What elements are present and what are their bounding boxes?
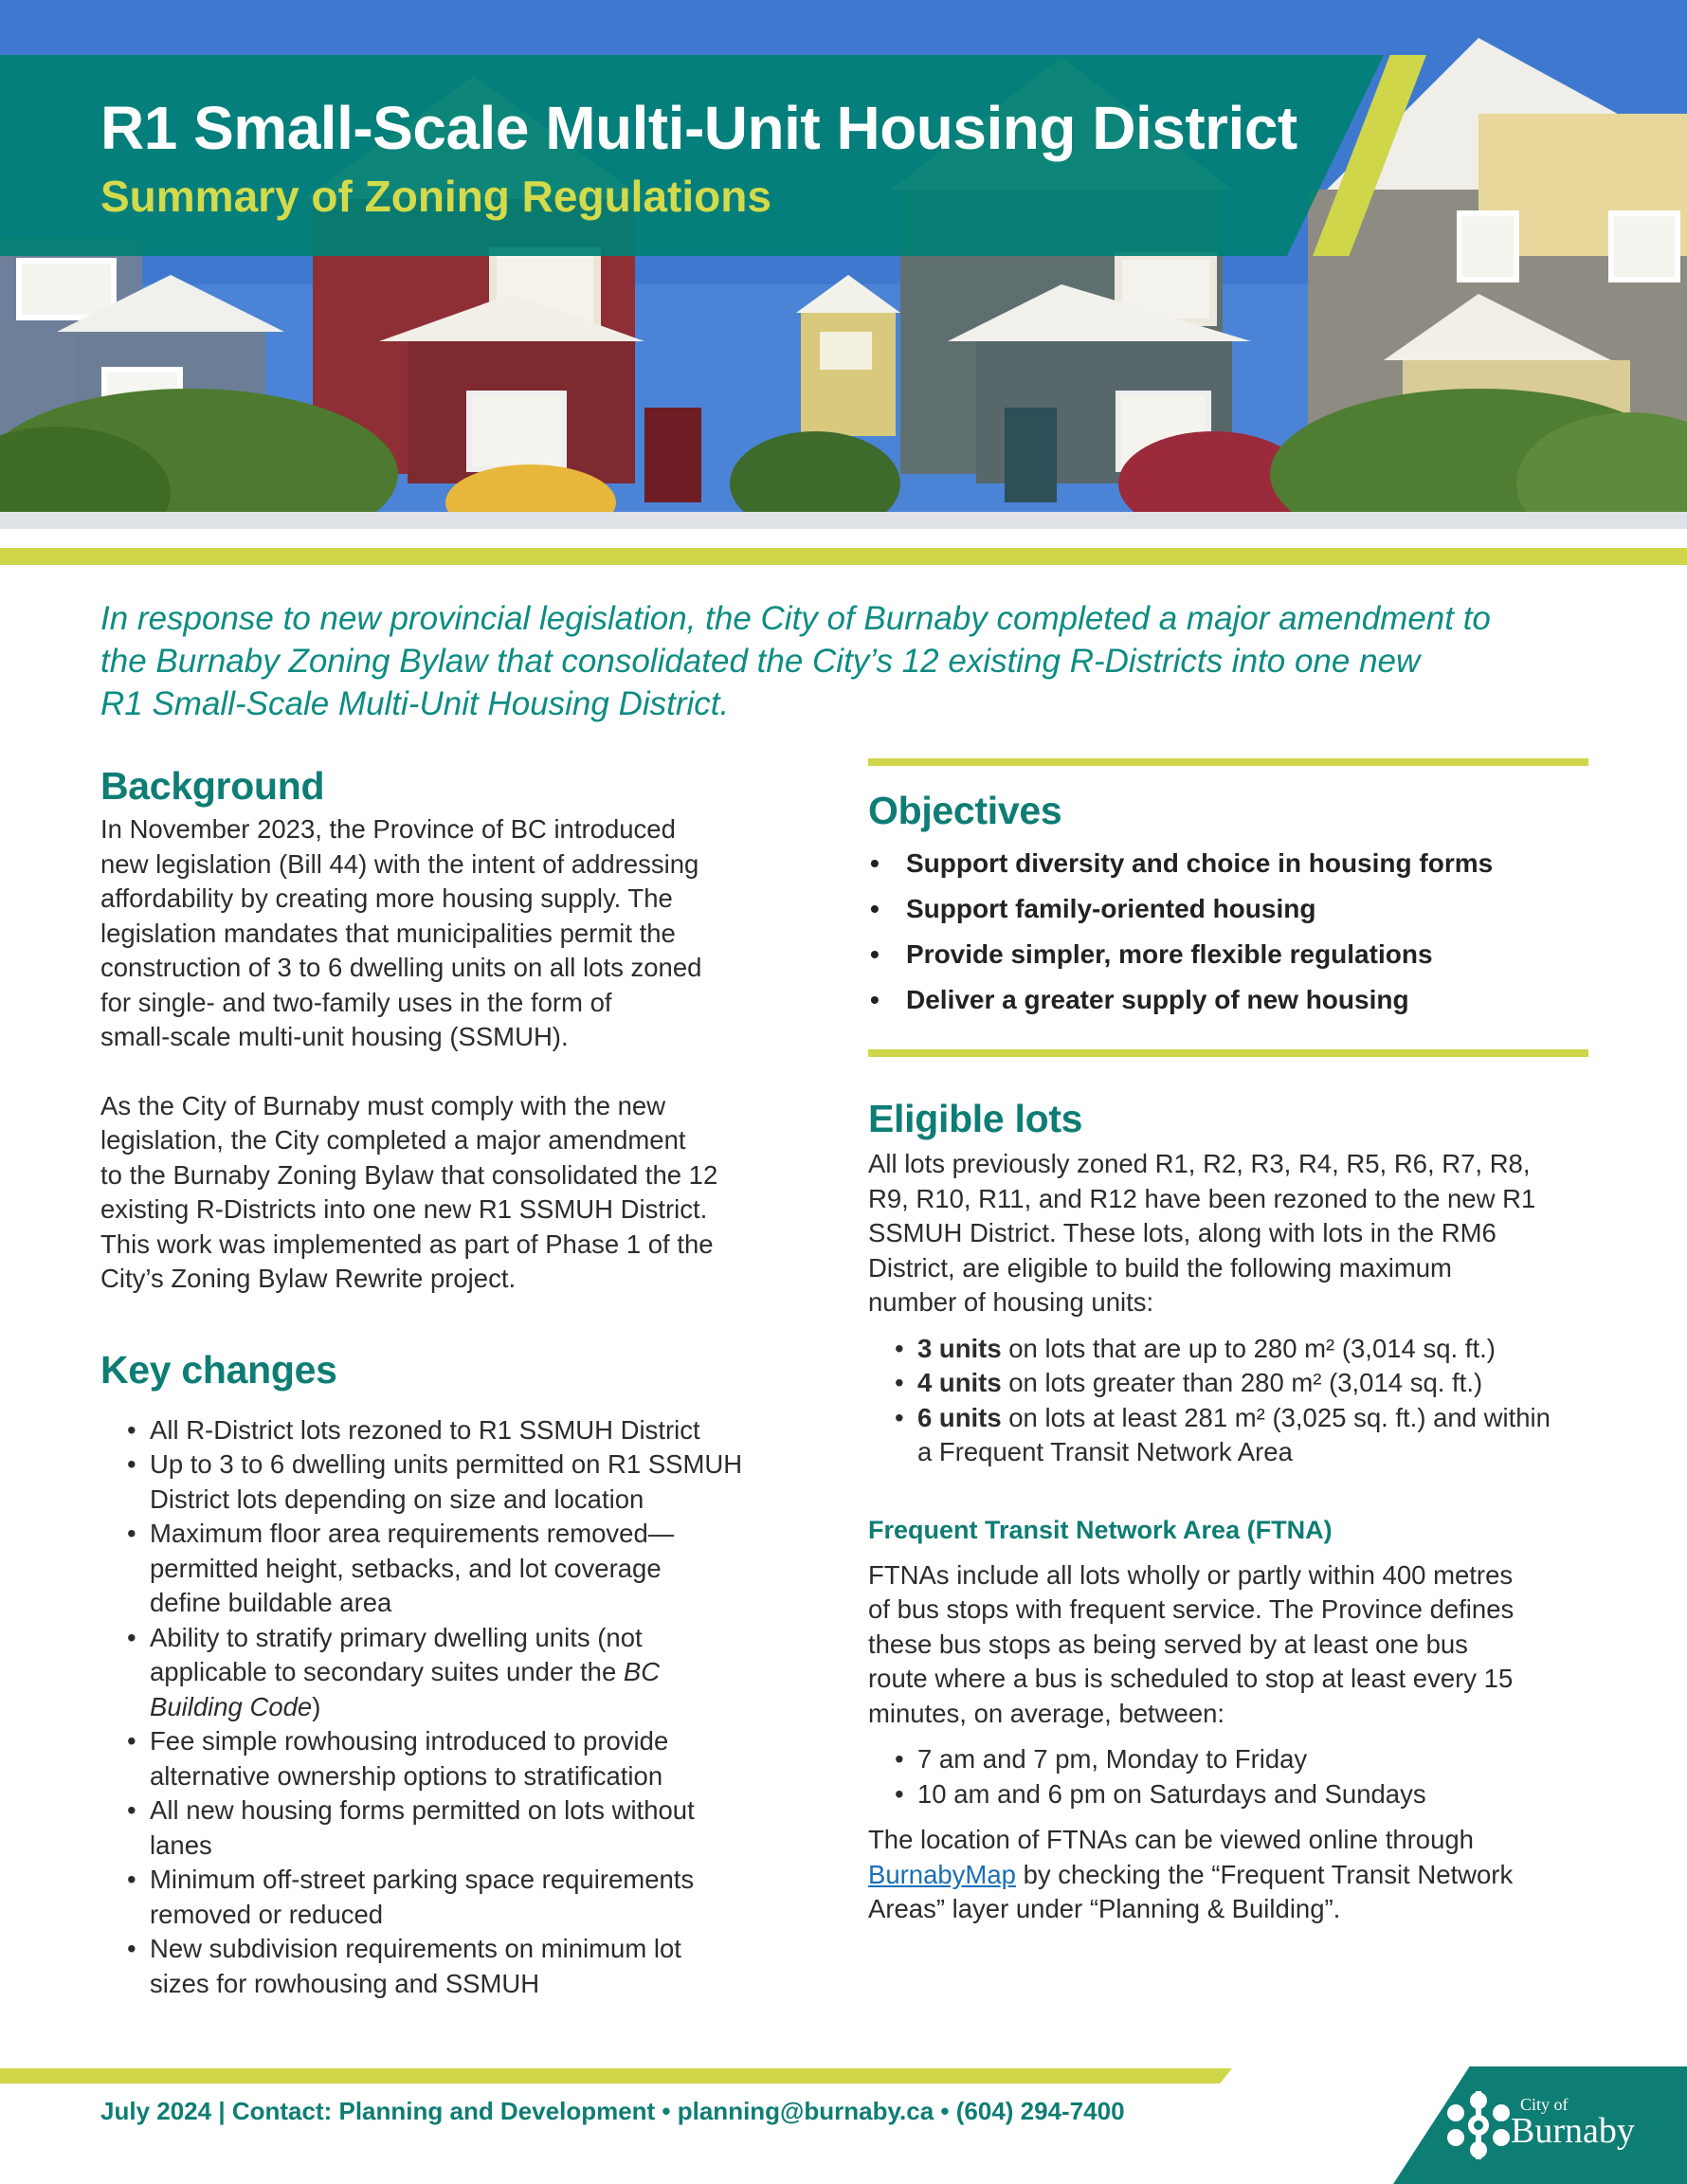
text-emphasis: Building Code (150, 1691, 313, 1721)
footer-divider (0, 2068, 1232, 2084)
text-line: of bus stops with frequent service. The Province defines (868, 1594, 1515, 1624)
footer-date: July 2024 (100, 2097, 212, 2125)
text-line: permitted height, setbacks, and lot coverage (150, 1553, 662, 1583)
text-line: for single- and two-family uses in the form of (100, 987, 612, 1017)
text-line: new legislation (Bill 44) with the intent of addressing (100, 848, 699, 879)
ftna-closing-paragraph (868, 1823, 1588, 1927)
snowflake-icon (1442, 2087, 1515, 2163)
list-item (100, 1932, 802, 2001)
hero-divider (0, 548, 1687, 565)
eligible-lots-paragraph (868, 1147, 1588, 1320)
list-item: • Support family-oriented housing (868, 886, 1588, 932)
text-line: Ability to stratify primary dwelling units (not (150, 1622, 643, 1652)
footer-contact-info: Contact: Planning and Development • planning@burnaby.ca • (604) 294-7400 (231, 2097, 1125, 2125)
text-line: As the City of Burnaby must comply with the new (100, 1090, 666, 1120)
text-line: Minimum off-street parking space requirements (150, 1865, 695, 1894)
text-line: applicable to secondary suites under the (150, 1657, 624, 1686)
unit-count: 4 units (917, 1368, 1002, 1397)
footer-separator: | (211, 2097, 232, 2125)
text-line: District lots depending on size and location (150, 1483, 644, 1514)
intro-paragraph (100, 597, 1617, 725)
background-paragraph-1 (100, 812, 802, 1055)
key-changes-heading: Key changes (100, 1347, 337, 1392)
list-item: • 7 am and 7 pm, Monday to Friday (868, 1742, 1588, 1777)
text-line: In November 2023, the Province of BC introduced (100, 814, 676, 844)
text-line: SSMUH District. These lots, along with lots in the RM6 (868, 1218, 1497, 1247)
unit-count: 6 units (917, 1402, 1002, 1432)
list-item (868, 1401, 1588, 1470)
text-line: FTNAs include all lots wholly or partly within 400 metres (868, 1559, 1514, 1590)
list-item (868, 1366, 1588, 1401)
background-heading: Background (100, 764, 325, 808)
list-item: • Provide simpler, more flexible regulations (868, 932, 1588, 977)
list-item: • Support diversity and choice in housing forms (868, 841, 1588, 886)
text-line: minutes, on average, between: (868, 1698, 1225, 1728)
logo-text-large: Burnaby (1511, 2111, 1635, 2151)
text-line: ) (312, 1691, 321, 1721)
text-line: these bus stops as being served by at least one bus (868, 1629, 1468, 1659)
burnabymap-link[interactable]: BurnabyMap (868, 1859, 1016, 1889)
text-line: number of housing units: (868, 1287, 1154, 1317)
text-line: to the Burnaby Zoning Bylaw that consolidated the 12 (100, 1159, 718, 1190)
list-item (868, 1332, 1588, 1367)
text-line: New subdivision requirements on minimum lot (150, 1934, 681, 1963)
objectives-top-rule (868, 758, 1588, 766)
page-title: R1 Small-Scale Multi-Unit Housing District (100, 94, 1297, 162)
hero-banner (0, 0, 1687, 529)
text-line: a Frequent Transit Network Area (917, 1437, 1293, 1466)
list-item (100, 1863, 802, 1932)
service-times-list (868, 1742, 1588, 1811)
text-line: on lots greater than 280 m² (3,014 sq. ft.) (1001, 1368, 1483, 1397)
text-line: route where a bus is scheduled to stop at least every 15 (868, 1664, 1514, 1693)
text-line: Areas” layer under “Planning & Building”. (868, 1894, 1341, 1923)
eligible-lots-heading: Eligible lots (868, 1097, 1083, 1140)
objectives-heading: Objectives (868, 789, 1062, 832)
text-line: City’s Zoning Bylaw Rewrite project. (100, 1264, 517, 1293)
text-line: affordability by creating more housing supply. The (100, 883, 673, 913)
unit-allowance-list (868, 1332, 1588, 1470)
footer-contact (100, 2097, 1125, 2126)
text-line: District, are eligible to build the following maximum (868, 1252, 1452, 1283)
ftna-paragraph (868, 1558, 1588, 1732)
logo-text-small: City of (1520, 2095, 1569, 2114)
intro-line: R1 Small-Scale Multi-Unit Housing District. (100, 685, 730, 722)
text-line: alternative ownership options to stratification (150, 1760, 663, 1791)
page-subtitle: Summary of Zoning Regulations (100, 172, 771, 221)
left-column (100, 764, 802, 2001)
unit-count: 3 units (917, 1333, 1002, 1363)
key-changes-list (100, 1413, 802, 2002)
text-line: The location of FTNAs can be viewed online through (868, 1825, 1474, 1854)
ftna-heading: Frequent Transit Network Area (FTNA) (868, 1515, 1333, 1544)
right-column (868, 758, 1588, 1927)
text-line: All lots previously zoned R1, R2, R3, R4, R5, R6, R7, R8, (868, 1149, 1531, 1178)
text-line: define buildable area (150, 1588, 392, 1617)
text-line: small-scale multi-unit housing (SSMUH). (100, 1022, 569, 1051)
text-line: sizes for rowhousing and SSMUH (150, 1968, 540, 1998)
text-line: existing R-Districts into one new R1 SSMUH District. (100, 1194, 708, 1224)
list-item: • 10 am and 6 pm on Saturdays and Sundays (868, 1777, 1588, 1812)
text-line: on lots that are up to 280 m² (3,014 sq. ft.) (1001, 1333, 1496, 1363)
text-line: This work was implemented as part of Phase 1 of the (100, 1228, 714, 1259)
objectives-list (868, 841, 1588, 1023)
text-line: by checking the “Frequent Transit Network (1015, 1859, 1514, 1889)
intro-line: In response to new provincial legislation, the City of Burnaby completed a major amendment to (100, 600, 1491, 637)
text-line: Fee simple rowhousing introduced to provide (150, 1726, 669, 1756)
intro-line: the Burnaby Zoning Bylaw that consolidated the City’s 12 existing R-Districts into one new (100, 643, 1421, 680)
background-paragraph-2 (100, 1089, 802, 1297)
text-line: Up to 3 to 6 dwelling units permitted on R1 SSMUH (150, 1449, 743, 1479)
text-line: All new housing forms permitted on lots without (150, 1795, 695, 1825)
text-line: Maximum floor area requirements removed— (150, 1519, 675, 1548)
text-line: removed or reduced (150, 1899, 384, 1929)
list-item (100, 1517, 802, 1621)
list-item (100, 1447, 802, 1517)
list-item: • Deliver a greater supply of new housing (868, 977, 1588, 1023)
list-item (100, 1724, 802, 1793)
text-line: legislation mandates that municipalities permit the (100, 918, 676, 948)
list-item (100, 1413, 802, 1448)
list-item (100, 1621, 802, 1725)
objectives-bottom-rule (868, 1049, 1588, 1057)
text-emphasis: BC (623, 1657, 661, 1686)
text-line: R9, R10, R11, and R12 have been rezoned to the new R1 (868, 1183, 1536, 1213)
text-line: legislation, the City completed a major amendment (100, 1125, 686, 1155)
list-item (100, 1793, 802, 1863)
text-line: lanes (150, 1829, 212, 1860)
text-line: construction of 3 to 6 dwelling units on all lots zoned (100, 953, 702, 982)
text-line: All R-District lots rezoned to R1 SSMUH District (150, 1414, 700, 1445)
text-line: on lots at least 281 m² (3,025 sq. ft.) and within (1001, 1402, 1551, 1432)
